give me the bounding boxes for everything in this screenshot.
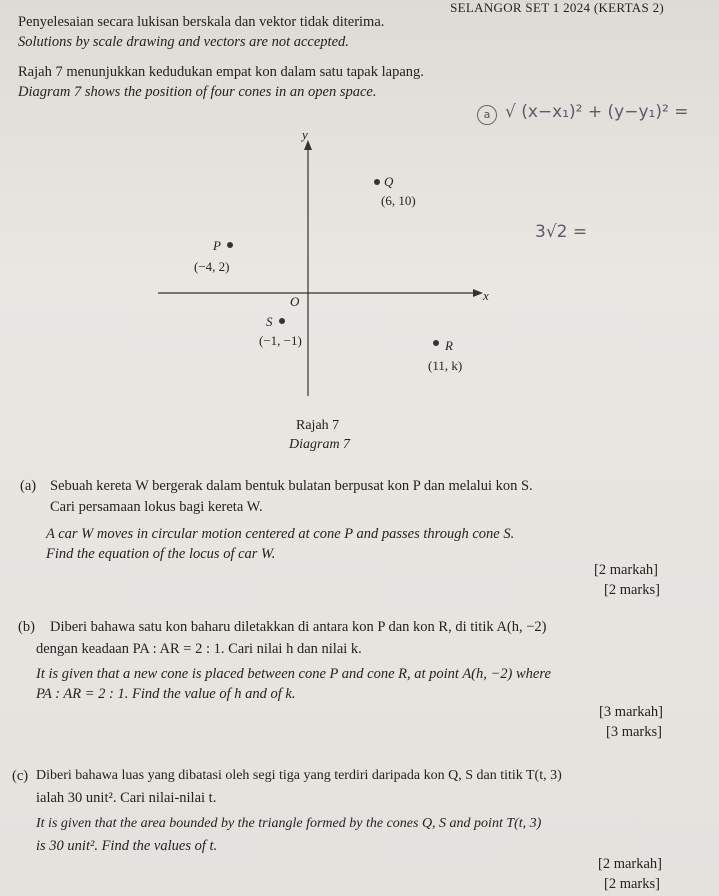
handwritten-formula: √ (x−x₁)² + (y−y₁)² = xyxy=(505,102,689,122)
handwritten-result: 3√2 = xyxy=(535,222,588,242)
intro-ms-line1: Penyelesaian secara lukisan berskala dan vektor tidak diterima. xyxy=(18,14,385,30)
point-r-dot xyxy=(433,340,439,346)
x-axis-label: x xyxy=(483,288,489,303)
question-b-marks-ms: [3 markah] xyxy=(599,704,664,720)
point-r-coord: (11, k) xyxy=(428,358,463,373)
question-c-ms-line2: ialah 30 unit². Cari nilai-nilai t. xyxy=(36,790,217,806)
x-axis-arrow xyxy=(473,289,483,297)
diagram-caption-en: Diagram 7 xyxy=(289,437,351,452)
point-s-dot xyxy=(279,318,285,324)
diagram-caption-ms: Rajah 7 xyxy=(296,418,340,433)
origin-label: O xyxy=(290,294,300,309)
question-a-number: (a) xyxy=(20,478,37,494)
point-r-name: R xyxy=(445,338,453,353)
question-a-ms-line1: Sebuah kereta W bergerak dalam bentuk bulatan berpusat kon P dan melalui kon S. xyxy=(50,478,533,494)
question-b-ms-line2: dengan keadaan PA : AR = 2 : 1. Cari nilai h dan nilai k. xyxy=(36,641,362,657)
point-q-dot xyxy=(374,179,380,185)
question-a-en-line1: A car W moves in circular motion centered at cone P and passes through cone S. xyxy=(46,526,515,542)
point-p-name: P xyxy=(213,238,221,253)
question-a-en-line2: Find the equation of the locus of car W. xyxy=(46,546,276,562)
intro-en-line2: Diagram 7 shows the position of four cones in an open space. xyxy=(18,84,377,100)
point-s-coord: (−1, −1) xyxy=(259,333,302,348)
point-s-name: S xyxy=(266,314,273,329)
point-p-dot xyxy=(227,242,233,248)
question-a-marks-ms: [2 markah] xyxy=(594,562,659,578)
intro-en-line1: Solutions by scale drawing and vectors are not accepted. xyxy=(18,34,349,50)
question-b-en-line2: PA : AR = 2 : 1. Find the value of h and of k. xyxy=(36,686,296,702)
question-b-ms-line1: Diberi bahawa satu kon baharu diletakkan di antara kon P dan kon R, di titik A(h, −2) xyxy=(50,619,547,635)
question-b-marks-en: [3 marks] xyxy=(606,724,662,740)
question-c-en-line2: is 30 unit². Find the values of t. xyxy=(36,838,218,854)
point-q-coord: (6, 10) xyxy=(381,193,416,208)
point-q-name: Q xyxy=(384,174,394,189)
question-a-marks-en: [2 marks] xyxy=(604,582,660,598)
question-c-number: (c) xyxy=(12,768,29,784)
handwritten-circle-label: a xyxy=(477,105,497,125)
intro-ms-line2: Rajah 7 menunjukkan kedudukan empat kon dalam satu tapak lapang. xyxy=(18,64,424,80)
question-a-ms-line2: Cari persamaan lokus bagi kereta W. xyxy=(50,499,263,515)
y-axis-label: y xyxy=(302,127,308,142)
question-b-en-line1: It is given that a new cone is placed between cone P and cone R, at point A(h, −2) where xyxy=(36,666,551,682)
question-c-en-line1: It is given that the area bounded by the triangle formed by the cones Q, S and point T(t, 3) xyxy=(36,816,542,831)
point-p-coord: (−4, 2) xyxy=(194,259,230,274)
question-c-marks-en: [2 marks] xyxy=(604,876,660,892)
question-c-marks-ms: [2 markah] xyxy=(598,856,663,872)
paper-header: SELANGOR SET 1 2024 (KERTAS 2) xyxy=(450,0,664,15)
question-c-ms-line1: Diberi bahawa luas yang dibatasi oleh segi tiga yang terdiri daripada kon Q, S dan titik T(t, 3) xyxy=(36,768,562,783)
question-b-number: (b) xyxy=(18,619,35,635)
